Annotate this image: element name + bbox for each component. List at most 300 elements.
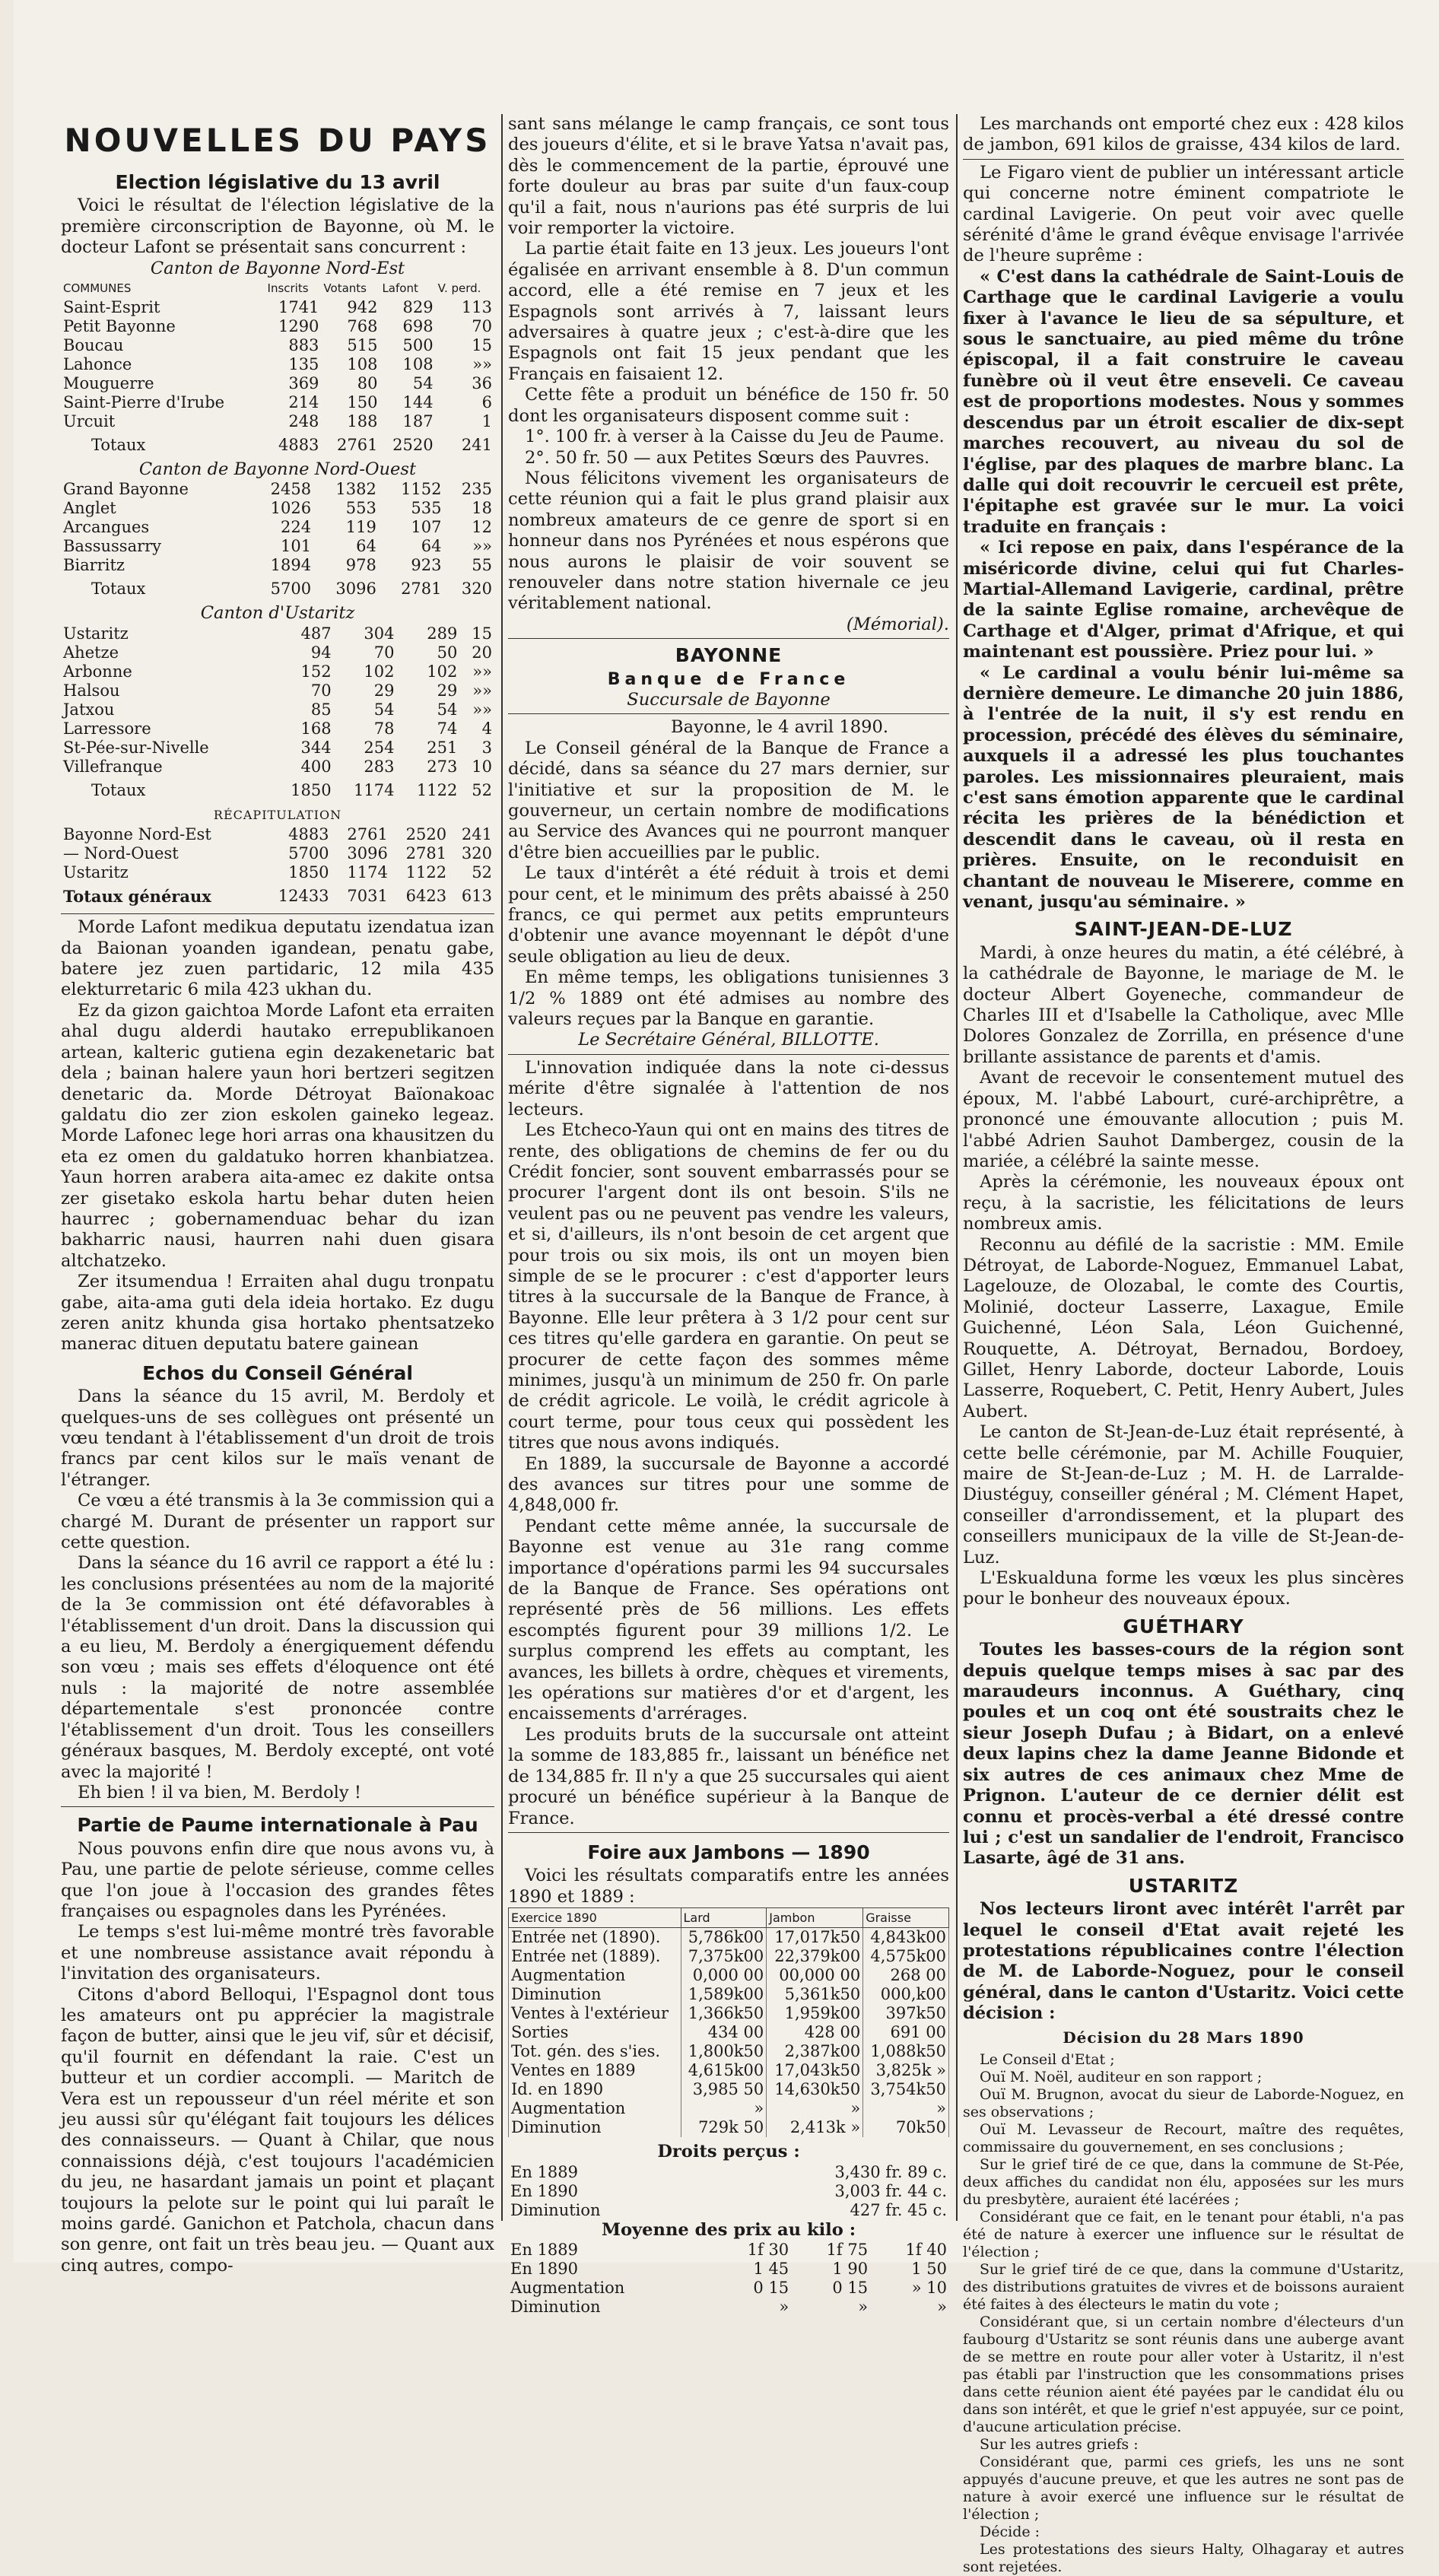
foire-intro: Voici les résultats comparatifs entre les années 1890 et 1889 : xyxy=(508,1866,949,1907)
col-header: Votants xyxy=(323,281,367,296)
table-cell: 427 fr. 45 c. xyxy=(850,2200,947,2219)
table-cell: 978 xyxy=(345,556,376,575)
table-cell: 0 15 xyxy=(753,2278,789,2297)
table-cell: 5,361k50 xyxy=(767,1985,863,2004)
table-cell: 0 15 xyxy=(832,2278,869,2297)
table-cell: 1894 xyxy=(270,556,312,575)
col-header: V. perd. xyxy=(437,281,481,296)
total-cell: 6423 xyxy=(405,887,447,906)
table-cell: »» xyxy=(472,662,492,681)
row-label: Petit Bayonne xyxy=(63,317,176,336)
table-row xyxy=(61,662,494,681)
table-cell: 187 xyxy=(402,412,434,431)
table-cell: 289 xyxy=(427,624,458,643)
sjl-paragraph: Après la cérémonie, les nouveaux époux ont reçu, à la sacristie, les félicitations de leurs nombreux amis. xyxy=(963,1172,1404,1234)
table-cell: » xyxy=(681,2099,767,2118)
table-cell: 152 xyxy=(300,662,332,681)
recap-table xyxy=(61,825,494,910)
table-cell: » xyxy=(937,2297,947,2316)
row-label: Grand Bayonne xyxy=(63,480,189,499)
banque-title: Banque de France xyxy=(607,669,850,689)
table-cell: 883 xyxy=(288,336,319,355)
row-label: Augmentation xyxy=(509,1966,681,1985)
table-row xyxy=(61,374,494,393)
paume-paragraph: Nous pouvons enfin dire que nous avons vu, à Pau, une partie de pelote sérieuse, comme celles que l'on joue à l'occasion des grandes fêtes françaises ou espagnoles dans les Pyrénées. xyxy=(61,1838,494,1921)
canton-u-title: Canton d'Ustaritz xyxy=(200,603,355,624)
row-label: Augmentation xyxy=(510,2278,625,2297)
table-cell: 515 xyxy=(347,336,378,355)
column-2 xyxy=(508,114,949,2317)
table-cell: 3,003 fr. 44 c. xyxy=(834,2181,947,2200)
table-cell: 7,375k00 xyxy=(681,1947,767,1966)
echos-paragraph: Dans la séance du 15 avril, M. Berdoly et quelques-uns de ses collègues ont présenté un vœu tendant à l'établissement d'un droit de trois francs par cent kilos sur le maïs venant de l'étranger. xyxy=(61,1386,494,1490)
table-row xyxy=(508,2241,949,2260)
election-table-no xyxy=(61,480,494,603)
table-cell: 108 xyxy=(402,355,434,374)
table-cell: » xyxy=(767,2099,863,2118)
row-label: — Nord-Ouest xyxy=(63,844,179,863)
row-label: En 1889 xyxy=(510,2162,578,2181)
table-cell: »» xyxy=(472,700,492,719)
table-cell: 1 90 xyxy=(832,2259,869,2278)
table-row xyxy=(508,2182,949,2201)
table-cell: 20 xyxy=(472,643,492,662)
table-row xyxy=(61,336,494,355)
banque-paragraph: Le taux d'intérêt a été réduit à trois et demi pour cent, et le minimum des prêts abaissé à 250 francs, ce qui permet aux petits emprunteurs d'obtenir une avance moyennant le dépôt d'une seule obligation au lieu de deux. xyxy=(508,863,949,967)
decision-line: Considérant que ce fait, en le tenant pour établi, n'a pas été de nature à exercer une influence sur le résultat de l'élection ; xyxy=(963,2208,1404,2260)
table-cell: 4,843k00 xyxy=(863,1928,949,1948)
table-cell: » 10 xyxy=(911,2278,947,2297)
figaro-paragraph: « Le cardinal a voulu bénir lui-même sa dernière demeure. Le dimanche 20 juin 1886, à l'entrée de la nuit, il s'y est rendu en procession, précédé des élèves du séminaire, auxquels il a adressé les plus touchantes paroles. Les missionnaires pleuraient, mais c'est sans émotion apparente que le cardinal récita les prières de la bénédiction et descendit dans le caveau, où il resta en prières. Ensuite, on le reconduisit en chantant de nouveau le Miserere, comme en venant, jusqu'au séminaire. » xyxy=(963,662,1404,913)
decision-line: Décide : xyxy=(980,2523,1040,2540)
table-cell: 52 xyxy=(472,863,492,882)
row-label: Lahonce xyxy=(63,355,132,374)
table-row xyxy=(61,758,494,777)
total-label: Totaux xyxy=(91,780,146,799)
sjl-paragraph: Mardi, à onze heures du matin, a été célébré, à la cathédrale de Bayonne, le mariage de M. le docteur Albert Goyeneche, commandeur de Charles III et d'Isabelle la Catholique, avec Mlle Dolores Gonzalez de Zorrilla, en présence d'une brillante assistance de parents et d'amis. xyxy=(963,942,1404,1067)
table-cell: 344 xyxy=(300,738,332,757)
row-label: Halsou xyxy=(63,681,120,700)
table-cell: 94 xyxy=(310,643,332,662)
table-cell: 17,017k50 xyxy=(767,1928,863,1948)
table-cell: 85 xyxy=(310,700,332,719)
table-cell: 188 xyxy=(347,412,378,431)
table-cell: 74 xyxy=(437,719,458,738)
table-cell: 1152 xyxy=(401,480,442,499)
col-header: Jambon xyxy=(767,1908,863,1928)
table-cell: 1382 xyxy=(335,480,376,499)
row-label: Ustaritz xyxy=(63,863,129,882)
decision-line: Le Conseil d'Etat ; xyxy=(980,2050,1115,2068)
table-cell: 4,615k00 xyxy=(681,2061,767,2080)
table-row xyxy=(509,2099,949,2118)
table-cell: 2458 xyxy=(270,480,312,499)
table-cell: 1,589k00 xyxy=(681,1985,767,2004)
foire-title: Foire aux Jambons — 1890 xyxy=(587,1841,870,1863)
banque-paragraph: Pendant cette même année, la succursale de Bayonne est venue au 31e rang comme importance d'opérations parmi les 94 succursales de la Banque de France. Ses opérations ont représenté près de 56 millions. Les effets escomptés figurent pour 39 millions 1/2. Le surplus comprend les effets au comptant, les avances, les billets à ordre, chèques et virements, les opérations sur matières d'or et d'argent, les encaissements d'arrérages. xyxy=(508,1516,949,1724)
table-row xyxy=(61,518,494,537)
paume-continued: sant sans mélange le camp français, ce sont tous des joueurs d'élite, et si le brave Yatsa n'avait pas, dès le commencement de la partie, éprouvé une forte douleur au bras par suite d'un faux-coup qu'il a fait, nous n'aurions pas été surpris de lui voir remporter la victoire. xyxy=(508,114,949,239)
table-row xyxy=(509,2004,949,2023)
source-credit: (Mémorial). xyxy=(846,614,949,634)
guethary-paragraph: Toutes les basses-cours de la région sont depuis quelque temps mises à sac par des maraudeurs inconnus. A Guéthary, cinq poules et un coq ont été soustraits chez le sieur Joseph Dufau ; à Bidart, on a enlevé deux lapins chez la dame Jeanne Bidonde et six autres de ces animaux chez Mme de Prignon. L'auteur de ce dernier délit est connu et procès-verbal a été dressé contre lui ; c'est un sandalier de l'endroit, Francisco Lasarte, âgé de 31 ans. xyxy=(963,1640,1404,1869)
table-cell: 1 45 xyxy=(753,2259,789,2278)
banque-paragraph: En même temps, les obligations tunisiennes 3 1/2 % 1889 ont été admises au nombre des valeurs reçues par la Banque en garantie. xyxy=(508,967,949,1030)
table-cell: 107 xyxy=(411,518,442,537)
table-cell: 6 xyxy=(481,393,492,412)
paume-paragraph: 2°. 50 fr. 50 — aux Petites Sœurs des Pauvres. xyxy=(525,447,930,468)
decision-line: Ouï M. Levasseur de Recourt, maître des requêtes, commissaire du gouvernement, en ses conclusions ; xyxy=(963,2120,1404,2155)
table-cell: 4,575k00 xyxy=(863,1947,949,1966)
total-cell: 52 xyxy=(472,780,492,799)
table-cell: 64 xyxy=(356,537,376,556)
decision-line: Ouï M. Brugnon, avocat du sieur de Laborde-Noguez, en ses observations ; xyxy=(963,2085,1404,2120)
table-cell: 119 xyxy=(345,518,376,537)
total-label: Totaux xyxy=(91,436,146,455)
sjl-title: SAINT-JEAN-DE-LUZ xyxy=(1074,918,1293,941)
basque-paragraph: Zer itsumendua ! Erraiten ahal dugu tronpatu gabe, aita-ama guti dela ideia hortako. Ez dugu zeren anitz khunda gisa hortako phentsatzeko manerac dituen deputatu batere gainean xyxy=(61,1272,494,1355)
table-row xyxy=(509,2042,949,2061)
table-cell: 18 xyxy=(472,499,492,518)
table-row xyxy=(509,1966,949,1985)
banque-paragraph: En 1889, la succursale de Bayonne a accordé des avances sur titres pour une somme de 4,848,000 fr. xyxy=(508,1453,949,1516)
row-label: Jatxou xyxy=(63,700,115,719)
row-label: Larressore xyxy=(63,719,151,738)
echos-paragraph: Eh bien ! il va bien, M. Berdoly ! xyxy=(78,1782,361,1803)
total-cell: 320 xyxy=(461,580,492,599)
table-cell: 78 xyxy=(373,719,395,738)
table-cell: 1,366k50 xyxy=(681,2004,767,2023)
row-label: Arcangues xyxy=(63,518,150,537)
paume-paragraph: 1°. 100 fr. à verser à la Caisse du Jeu de Paume. xyxy=(525,427,945,447)
table-cell: 397k50 xyxy=(863,2004,949,2023)
table-cell: 2,413k » xyxy=(767,2118,863,2137)
decision-text xyxy=(963,2051,1404,2576)
banque-paragraph: L'innovation indiquée dans la note ci-dessus mérite d'être signalée à l'attention de nos lecteurs. xyxy=(508,1057,949,1120)
row-label: Augmentation xyxy=(509,2099,681,2118)
table-cell: 50 xyxy=(437,643,458,662)
table-cell: 80 xyxy=(357,374,378,393)
table-cell: 1122 xyxy=(405,863,447,882)
sjl-paragraph: Le canton de St-Jean-de-Luz était représenté, à cette belle cérémonie, par M. Achille Fouquier, maire de St-Jean-de-Luz ; M. H. de Larralde-Diustéguy, conseiller général ; M. Clément Hapet, conseiller d'arrondissement, et la plupart des conseillers municipaux de la ville de St-Jean-de-Luz. xyxy=(963,1422,1404,1568)
table-cell: 1f 40 xyxy=(905,2240,947,2259)
table-cell: 3,430 fr. 89 c. xyxy=(834,2162,947,2181)
table-cell: 1850 xyxy=(288,863,329,882)
table-cell: 2761 xyxy=(347,825,388,844)
table-cell: 1174 xyxy=(347,863,388,882)
table-cell: 1741 xyxy=(278,298,319,317)
total-cell: 5700 xyxy=(270,580,312,599)
paume-paragraph: Le temps s'est lui-même montré très favorable et une nombreuse assistance avait répondu à l'invitation des organisateurs. xyxy=(61,1922,494,1984)
table-cell: 1f 30 xyxy=(747,2240,789,2259)
table-cell: 70 xyxy=(472,317,492,336)
total-cell: 1174 xyxy=(353,780,395,799)
election-table-u xyxy=(61,624,494,805)
table-cell: 1,088k50 xyxy=(863,2042,949,2061)
total-cell: 4883 xyxy=(278,436,319,455)
row-label: Villefranque xyxy=(63,757,163,776)
figaro-paragraph: « Ici repose en paix, dans l'espérance de la miséricorde divine, celui qui fut Charles-Martial-Allemand Lavigerie, cardinal, prêtre de la sainte Eglise romaine, archevêque de Carthage et d'Alger, primat d'Afrique, et qui maintenant est poussière. Priez pour lui. » xyxy=(963,538,1404,662)
table-row xyxy=(509,1985,949,2004)
banque-paragraph: Le Conseil général de la Banque de France a décidé, dans sa séance du 27 mars dernier, sur l'initiative et sur la proposition de M. le gouverneur, un certain nombre de modifications au Service des Avances qui ne pourront manquer d'être bien accueillies par le public. xyxy=(508,738,949,862)
row-label: Entrée net (1890). xyxy=(509,1928,681,1948)
row-label: Bayonne Nord-Est xyxy=(63,825,211,844)
table-cell: 15 xyxy=(472,336,492,355)
table-row xyxy=(61,738,494,758)
table-cell: 214 xyxy=(288,393,319,412)
row-label: Saint-Esprit xyxy=(63,298,160,317)
row-label: Entrée net (1889). xyxy=(509,1947,681,1966)
table-cell: 12 xyxy=(472,518,492,537)
droits-title: Droits perçus : xyxy=(657,2142,800,2162)
echos-title: Echos du Conseil Général xyxy=(142,1361,413,1384)
table-cell: 283 xyxy=(364,757,395,776)
row-label: Sorties xyxy=(509,2023,681,2042)
table-cell: 241 xyxy=(461,825,492,844)
table-cell: 500 xyxy=(402,336,434,355)
table-cell: 1290 xyxy=(278,317,319,336)
paume-paragraph: Cette fête a produit un bénéfice de 150 fr. 50 dont les organisateurs disposent comme suit : xyxy=(508,385,949,426)
table-cell: 768 xyxy=(347,317,378,336)
col-header: Graisse xyxy=(863,1908,949,1928)
column-rule xyxy=(956,114,958,2221)
canton-ne-title: Canton de Bayonne Nord-Est xyxy=(150,258,405,278)
page-headline: NOUVELLES DU PAYS xyxy=(64,122,491,159)
total-cell: 3096 xyxy=(335,580,376,599)
table-cell: 144 xyxy=(402,393,434,412)
table-cell: 14,630k50 xyxy=(767,2080,863,2099)
paume-paragraph: Nous félicitons vivement les organisateurs de cette réunion qui a fait le plus grand plaisir aux nombreux amateurs de ce genre de sport si en honneur dans nos Pyrénées et nous espérons que nous aurons le plaisir de voir souvent se renouveler dans notre station hivernale ce jeu véritablement national. xyxy=(508,468,949,614)
table-cell: 5,786k00 xyxy=(681,1928,767,1948)
table-cell: 369 xyxy=(288,374,319,393)
table-cell: 4 xyxy=(481,719,492,738)
table-row xyxy=(61,298,494,317)
table-row xyxy=(61,825,494,844)
banque-paragraph: Les Etcheco-Yaun qui ont en mains des titres de rente, des obligations de chemins de fer ou du Crédit foncier, sont souvent embarrassés pour se procurer l'argent dont ils ont besoin. S'ils ne veulent pas ou ne peuvent pas vendre les valeurs, et si, d'ailleurs, ils n'ont besoin de cet argent que pour trois ou six mois, ils ont un moyen bien simple de se le procurer : c'est d'apporter leurs titres à la succursale de la Banque de France, à Bayonne. Elle leur prêtera à 3 1/2 pour cent sur ces titres qu'elle gardera en garantie. On peut se procurer de cette façon des sommes même minimes, jusqu'à un minimum de 250 fr. On parle de crédit agricole. Le voilà, le crédit agricole à court terme, pour tous ceux qui possèdent les titres que nous avons indiqués. xyxy=(508,1120,949,1453)
row-label: Ahetze xyxy=(63,643,119,662)
table-cell: 428 00 xyxy=(767,2023,863,2042)
col-header: Lard xyxy=(681,1908,767,1928)
total-cell: 613 xyxy=(461,887,492,906)
table-cell: 273 xyxy=(427,757,458,776)
table-cell: 15 xyxy=(472,624,492,643)
basque-paragraph: Morde Lafont medikua deputatu izendatua izan da Baionan yoanden igandean, penatu gabe, batere jez zuen partidaric, 12 mila 435 elekturretaric 6 mila 423 ukhan du. xyxy=(61,917,494,1000)
col-header: Lafont xyxy=(382,281,418,296)
echos-paragraph: Ce vœu a été transmis à la 3e commission qui a chargé M. Durant de présenter un rapport sur cette question. xyxy=(61,1491,494,1553)
table-cell: 108 xyxy=(347,355,378,374)
row-label: Anglet xyxy=(63,499,116,518)
echos-paragraph: Dans la séance du 16 avril ce rapport a été lu : les conclusions présentées au nom de la majorité de la 3e commission ont été défavorables à l'établissement d'un droit. Dans la discussion qui a eu lieu, M. Berdoly a énergiquement défendu son vœu ; mais ses effets d'éloquence ont été nuls : la majorité de notre assemblée départementale s'est prononcée contre l'établissement d'un droit. Tous les conseillers généraux basques, M. Berdoly excepté, ont voté avec la majorité ! xyxy=(61,1553,494,1782)
row-label: Id. en 1890 xyxy=(509,2080,681,2099)
table-cell: » xyxy=(858,2297,869,2316)
droits-table xyxy=(508,2163,949,2220)
row-label: En 1890 xyxy=(510,2259,578,2278)
table-cell: 829 xyxy=(402,298,434,317)
row-label: Ventes en 1889 xyxy=(509,2061,681,2080)
total-cell: 2761 xyxy=(336,436,378,455)
total-cell: 7031 xyxy=(347,887,388,906)
decision-line: Sur le grief tiré de ce que, dans la commune de St-Pée, deux affiches du candidat non élu, apposées sur les murs du presbytère, auraient été lacérées ; xyxy=(963,2155,1404,2208)
table-row xyxy=(509,1947,949,1966)
col-header: Inscrits xyxy=(267,281,309,296)
table-cell: 729k 50 xyxy=(681,2118,767,2137)
table-cell: » xyxy=(779,2297,789,2316)
table-row xyxy=(61,393,494,412)
total-label: Totaux xyxy=(91,580,146,599)
total-cell: 1850 xyxy=(291,780,332,799)
row-label: Urcuit xyxy=(63,412,116,431)
table-row xyxy=(61,643,494,662)
table-cell: 304 xyxy=(364,624,395,643)
table-cell: 70 xyxy=(373,643,395,662)
intro-paragraph: Les marchands ont emporté chez eux : 428 kilos de jambon, 691 kilos de graisse, 434 kilos de lard. xyxy=(963,114,1404,155)
column-3 xyxy=(963,114,1404,2576)
table-cell: » xyxy=(863,2099,949,2118)
table-row xyxy=(509,2023,949,2042)
sjl-paragraph: L'Eskualduna forme les vœux les plus sincères pour le bonheur des nouveaux époux. xyxy=(963,1568,1404,1609)
table-row xyxy=(508,2279,949,2298)
table-cell: 36 xyxy=(472,374,492,393)
total-cell: 241 xyxy=(461,436,492,455)
moyenne-title: Moyenne des prix au kilo : xyxy=(601,2219,856,2240)
table-cell: 1 xyxy=(481,412,492,431)
table-cell: 55 xyxy=(472,556,492,575)
guethary-title: GUÉTHARY xyxy=(1123,1615,1244,1637)
row-label: Mouguerre xyxy=(63,374,154,393)
table-cell: 101 xyxy=(281,537,312,556)
table-row xyxy=(61,719,494,738)
paume-title: Partie de Paume internationale à Pau xyxy=(77,1814,478,1837)
table-cell: 942 xyxy=(347,298,378,317)
table-cell: »» xyxy=(472,681,492,700)
election-table-ne xyxy=(61,279,494,459)
table-row xyxy=(509,1928,949,1948)
table-row xyxy=(508,2163,949,2182)
decision-line: Considérant que, parmi ces griefs, les uns ne sont appuyés d'aucune preuve, et que les autres ne sont pas de nature à avoir exercé une influence sur le résultat de l'élection ; xyxy=(963,2453,1404,2523)
table-cell: 102 xyxy=(427,662,458,681)
table-cell: 254 xyxy=(364,738,395,757)
table-cell: 2520 xyxy=(405,825,447,844)
recap-title: RÉCAPITULATION xyxy=(213,807,342,822)
table-cell: 248 xyxy=(288,412,319,431)
table-row xyxy=(61,480,494,499)
sjl-paragraph: Avant de recevoir le consentement mutuel des époux, M. l'abbé Labourt, curé-archiprêtre, a prononcé une émouvante allocution ; puis M. l'abbé Adrien Sauhot Dambergez, cousin de la mariée, a célébré la sainte messe. xyxy=(963,1068,1404,1171)
row-label: Boucau xyxy=(63,336,124,355)
row-label: St-Pée-sur-Nivelle xyxy=(63,738,209,757)
table-cell: 434 00 xyxy=(681,2023,767,2042)
table-row xyxy=(61,537,494,556)
row-label: En 1889 xyxy=(510,2240,578,2259)
table-cell: 54 xyxy=(373,700,395,719)
decision-line: Les protestations des sieurs Halty, Olhagaray et autres sont rejetées. xyxy=(963,2540,1404,2575)
table-cell: 268 00 xyxy=(863,1966,949,1985)
table-row xyxy=(61,556,494,575)
foire-table xyxy=(508,1907,949,2137)
table-cell: 224 xyxy=(281,518,312,537)
decision-line: Sur les autres griefs : xyxy=(980,2435,1139,2453)
table-row xyxy=(61,499,494,518)
total-cell: 1122 xyxy=(416,780,458,799)
table-cell: 54 xyxy=(412,374,434,393)
table-cell: 1026 xyxy=(270,499,312,518)
table-cell: 698 xyxy=(402,317,434,336)
table-cell: 000,k00 xyxy=(863,1985,949,2004)
basque-paragraph: Ez da gizon gaichtoa Morde Lafont eta erraiten ahal dugu alderdi hautako errepublikanoen artean, kalteric gutiena egin dezakenetaric bat dela ; bainan halere yaun hori bertzeri segitzen denetaric da. Morde Détroyat Baïonakoac galdatu dio zer zion eskolen gaineko legeaz. Morde Lafonec lege hori arras ona khausitzen du eta ez omen du galdatuko horren khanbiatzea. Yaun horren arabera aita-amec ez dakite ontsa zer gisetako eskola hartu behar duten heien haurrec ; gobernamenduac behar du izan bakharric nausi, haurren nahi duen gisara altchatzeko. xyxy=(61,1000,494,1271)
table-cell: 4883 xyxy=(288,825,329,844)
row-label: Ventes à l'extérieur xyxy=(509,2004,681,2023)
paume-paragraph: La partie était faite en 13 jeux. Les joueurs l'ont égalisée en arrivant ensemble à 8. D'un commun accord, elle a été remise en 7 jeux et les Espagnols sont arrivés à 7, laissant leurs adversaires à quatre jeux ; c'est-à-dire que les Espagnols ont fait 15 jeux pendant que les Français en faisaient 12. xyxy=(508,239,949,384)
table-cell: 70k50 xyxy=(863,2118,949,2137)
table-cell: 64 xyxy=(421,537,442,556)
table-cell: 29 xyxy=(437,681,458,700)
row-label: Tot. gén. des s'ies. xyxy=(509,2042,681,2061)
decision-line: Considérant que, si un certain nombre d'électeurs d'un faubourg d'Ustaritz se sont réunis dans une auberge avant de se mettre en route pour aller voter à Ustaritz, il n'est pas établi par l'instruction que les consommations prises dans cette réunion aient été payées par le candidat élu ou dans son intérêt, et que le grief n'est appuyée, sur ce point, d'aucune articulation précise. xyxy=(963,2313,1404,2435)
table-row xyxy=(61,844,494,863)
table-cell: »» xyxy=(472,537,492,556)
banque-date: Bayonne, le 4 avril 1890. xyxy=(671,717,888,738)
table-cell: 320 xyxy=(461,844,492,863)
decision-title: Décision du 28 Mars 1890 xyxy=(1063,2028,1304,2047)
row-label: Biarritz xyxy=(63,556,125,575)
table-row xyxy=(61,681,494,700)
table-cell: 1,800k50 xyxy=(681,2042,767,2061)
table-row xyxy=(61,355,494,374)
table-cell: 251 xyxy=(427,738,458,757)
table-cell: 54 xyxy=(437,700,458,719)
row-label: Diminution xyxy=(510,2297,601,2316)
table-cell: 535 xyxy=(411,499,442,518)
table-cell: 3,985 50 xyxy=(681,2080,767,2099)
table-row xyxy=(508,2201,949,2220)
table-row xyxy=(61,700,494,719)
column-1 xyxy=(61,167,494,2276)
ustaritz-paragraph: Nos lecteurs liront avec intérêt l'arrêt par lequel le conseil d'Etat avait rejeté les protestations républicaines contre l'élection de M. de Laborde-Noguez, pour le conseil général, dans le canton d'Ustaritz. Voici cette décision : xyxy=(963,1899,1404,2024)
table-cell: 00,000 00 xyxy=(767,1966,863,1985)
table-cell: 1,959k00 xyxy=(767,2004,863,2023)
bayonne-title: BAYONNE xyxy=(675,644,783,667)
total-cell: 12433 xyxy=(278,887,329,906)
table-cell: 553 xyxy=(345,499,376,518)
row-label: Ustaritz xyxy=(63,624,129,643)
table-cell: 2781 xyxy=(405,844,447,863)
election-intro: Voici le résultat de l'élection législative de la première circonscription de Bayonne, où M. le docteur Lafont se présentait sans concurrent : xyxy=(61,195,494,258)
sjl-paragraph: Reconnu au défilé de la sacristie : MM. Emile Détroyat, de Laborde-Noguez, Emmanuel Labat, Lagelouze, de Olozabal, le comte des Courtis, Molinié, docteur Lasserre, Laxague, Emile Guichenné, Léon Sala, Léon Guichenné, Rouquette, A. Détroyat, Bernadou, Bordoey, Gillet, Henry Laborde, docteur Laborde, Louis Lasserre, Roquebert, C. Petit, Henry Aubert, Jules Aubert. xyxy=(963,1234,1404,1421)
table-cell: »» xyxy=(472,355,492,374)
table-cell: 3,754k50 xyxy=(863,2080,949,2099)
table-row xyxy=(508,2298,949,2317)
election-title: Election législative du 13 avril xyxy=(115,171,440,193)
moyenne-table xyxy=(508,2241,949,2317)
table-cell: 22,379k00 xyxy=(767,1947,863,1966)
row-label: Diminution xyxy=(509,1985,681,2004)
table-cell: 487 xyxy=(300,624,332,643)
row-label: Diminution xyxy=(510,2200,601,2219)
table-row xyxy=(509,2118,949,2137)
banque-paragraph: Les produits bruts de la succursale ont atteint la somme de 183,885 fr., laissant un bénéfice net de 134,885 fr. Il n'y a que 25 succursales qui aient procuré un bénéfice supérieur à la Banque de France. xyxy=(508,1724,949,1828)
total-cell: 2781 xyxy=(401,580,442,599)
table-cell: 0,000 00 xyxy=(681,1966,767,1985)
table-cell: 70 xyxy=(310,681,332,700)
table-row xyxy=(509,2061,949,2080)
table-cell: 400 xyxy=(300,757,332,776)
row-label: Saint-Pierre d'Irube xyxy=(63,393,225,412)
table-cell: 3 xyxy=(481,738,492,757)
column-rule xyxy=(501,114,503,2221)
figaro-paragraph: Le Figaro vient de publier un intéressant article qui concerne notre éminent compatriote le cardinal Lavigerie. On peut voir avec quelle sérénité d'âme le grand évêque envisage l'arrivée de l'heure suprême : xyxy=(963,162,1404,266)
banque-signature: Le Secrétaire Général, BILLOTTE. xyxy=(578,1030,879,1050)
newspaper-page xyxy=(14,0,1439,2575)
table-cell: 102 xyxy=(364,662,395,681)
